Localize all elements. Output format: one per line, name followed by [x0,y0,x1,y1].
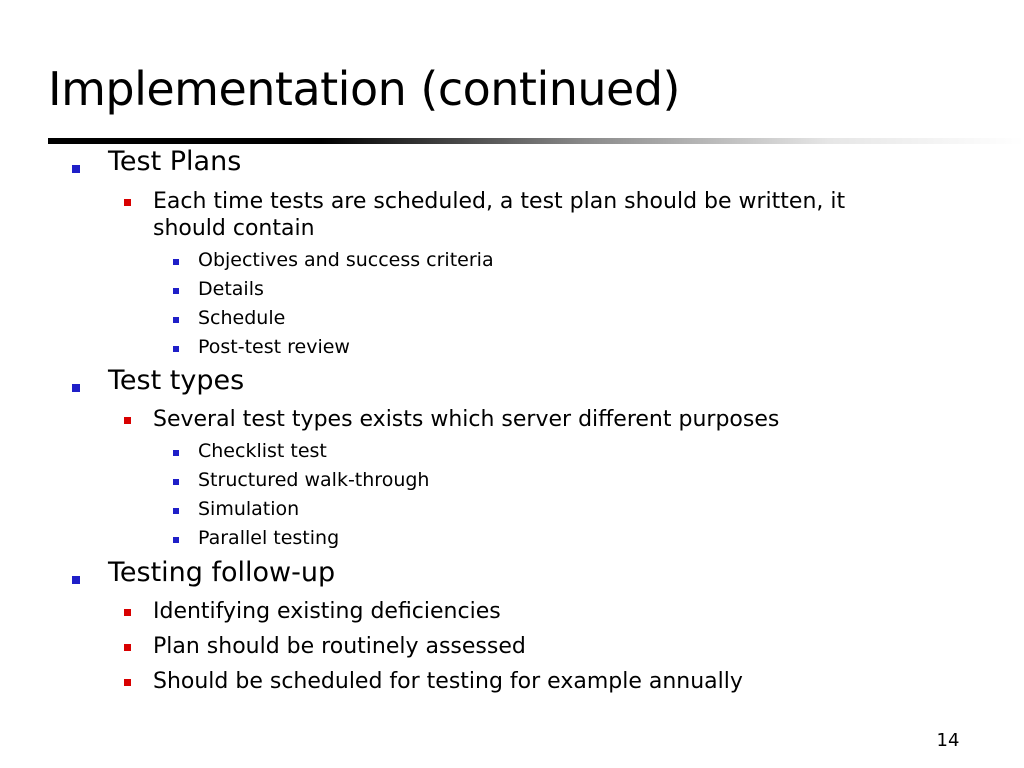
bullet-text: Checklist test [198,440,327,462]
bullet-text: Simulation [198,498,300,520]
square-bullet-icon [124,644,131,651]
title-divider [48,138,1024,144]
bullet-text-continuation: should contain [153,216,315,241]
bullet-text: Schedule [198,307,286,329]
square-bullet-icon [124,609,131,616]
square-bullet-icon [173,508,179,514]
square-bullet-icon [173,317,179,323]
bullet-text: Identifying existing deficiencies [153,599,501,624]
square-bullet-icon [173,537,179,543]
bullet-text: Post-test review [198,336,350,358]
bullet-text: Plan should be routinely assessed [153,634,526,659]
square-bullet-icon [173,346,179,352]
bullet-text: Testing follow-up [108,557,336,588]
square-bullet-icon [124,199,131,206]
slide-title: Implementation (continued) [48,62,680,116]
square-bullet-icon [124,417,131,424]
bullet-text: Each time tests are scheduled, a test plan should be written, it [153,189,846,214]
bullet-text: Structured walk-through [198,469,430,491]
bullet-text: Details [198,278,264,300]
square-bullet-icon [173,259,179,265]
square-bullet-icon [173,288,179,294]
bullet-text: Test Plans [108,146,242,177]
bullet-text: Test types [108,365,245,396]
bullet-text: Several test types exists which server different purposes [153,407,780,432]
bullet-text: Should be scheduled for testing for example annually [153,669,743,694]
square-bullet-icon [173,450,179,456]
square-bullet-icon [173,479,179,485]
square-bullet-icon [72,384,80,392]
bullet-text: Parallel testing [198,527,340,549]
bullet-text: Objectives and success criteria [198,249,494,271]
page-number: 14 [936,730,960,751]
square-bullet-icon [124,679,131,686]
square-bullet-icon [72,165,80,173]
square-bullet-icon [72,576,80,584]
